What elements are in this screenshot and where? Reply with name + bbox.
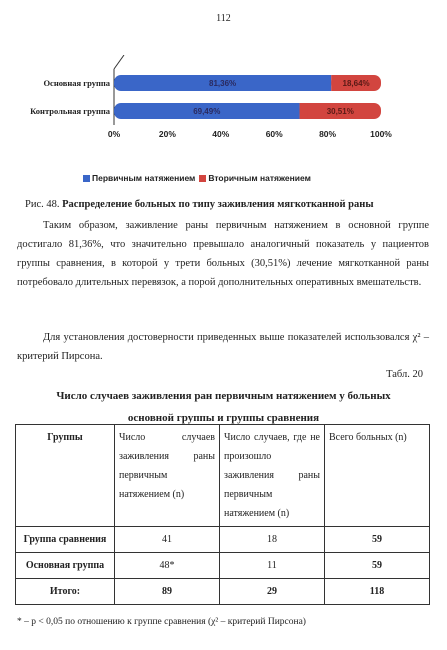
category-label: Контрольная группа bbox=[30, 106, 110, 116]
table-cell: 48* bbox=[115, 553, 220, 579]
table-title-line1: Число случаев заживления ран первичным натяжением у больных bbox=[56, 390, 391, 402]
table-label: Табл. 20 bbox=[386, 369, 423, 380]
chart-svg bbox=[14, 55, 404, 155]
legend-label-secondary: Вторичным натяжением bbox=[208, 173, 311, 183]
table-title-line2: основной группы и группы сравнения bbox=[127, 412, 320, 424]
table-cell: Итого: bbox=[16, 579, 115, 605]
category-label: Основная группа bbox=[43, 78, 110, 88]
legend-item-primary bbox=[83, 173, 195, 183]
table-header-row bbox=[16, 425, 430, 527]
data-label: 18,64% bbox=[342, 79, 370, 88]
table-cell: 11 bbox=[220, 553, 325, 579]
page-number: 112 bbox=[216, 13, 231, 24]
figure-caption-title: Распределение больных по типу заживления мягкотканной раны bbox=[62, 199, 374, 210]
paragraph-conclusion: Таким образом, заживление раны первичным натяжением в основной группе достигало 81,36%, что значительно превышало аналогичный показатель у пациентов группы сравнения, в которой у трети больных (30,51%) лечение мягкотканной раны потребовало длительных перевязок, а порой дополнительных оперативных вмешательств. bbox=[17, 220, 429, 288]
data-label: 69,49% bbox=[193, 107, 221, 116]
table-footnote: * – p < 0,05 по отношению к группе сравнения (χ² – критерий Пирсона) bbox=[17, 617, 306, 627]
legend-swatch-primary bbox=[83, 175, 90, 182]
x-tick-label: 20% bbox=[158, 129, 176, 139]
paragraph-method: Для установления достоверности приведенных выше показателей использовался χ² – критерий Пирсона. bbox=[17, 332, 429, 362]
legend-swatch-secondary bbox=[199, 175, 206, 182]
y-axis-line-top bbox=[114, 55, 124, 69]
stacked-bar-chart bbox=[14, 55, 404, 155]
table-header-cell: Всего больных (n) bbox=[325, 425, 430, 527]
legend-label-primary: Первичным натяжением bbox=[92, 173, 196, 183]
bar-segment-join bbox=[331, 75, 339, 91]
table-header-cell: Группы bbox=[16, 425, 115, 527]
chart-legend bbox=[83, 173, 315, 183]
table-cell: Основная группа bbox=[16, 553, 115, 579]
table-cell: 41 bbox=[115, 527, 220, 553]
figure-caption-prefix: Рис. 48. bbox=[25, 199, 60, 210]
table-cell: 59 bbox=[325, 553, 430, 579]
table-row bbox=[16, 579, 430, 605]
table-header-cell: Число случаев, где не произошло заживления раны первичным натяжением (n) bbox=[220, 425, 325, 527]
bar-segment-join bbox=[292, 103, 300, 119]
table-cell: 18 bbox=[220, 527, 325, 553]
data-label: 30,51% bbox=[326, 107, 354, 116]
table-cell: 59 bbox=[325, 527, 430, 553]
x-tick-label: 100% bbox=[370, 129, 392, 139]
figure-caption bbox=[25, 199, 374, 210]
x-tick-label: 0% bbox=[107, 129, 121, 139]
data-label: 81,36% bbox=[209, 79, 237, 88]
x-tick-label: 60% bbox=[265, 129, 283, 139]
table-cell: Группа сравнения bbox=[16, 527, 115, 553]
table-cell: 118 bbox=[325, 579, 430, 605]
x-tick-label: 80% bbox=[319, 129, 337, 139]
data-table bbox=[15, 424, 430, 605]
bar-segment-join bbox=[300, 103, 308, 119]
table-cell: 89 bbox=[115, 579, 220, 605]
table-row bbox=[16, 553, 430, 579]
x-tick-label: 40% bbox=[212, 129, 230, 139]
table-cell: 29 bbox=[220, 579, 325, 605]
table-row bbox=[16, 527, 430, 553]
table-header-cell: Число случаев заживления раны первичным натяжением (n) bbox=[115, 425, 220, 527]
bar-segment-join bbox=[323, 75, 331, 91]
legend-item-secondary bbox=[199, 173, 311, 183]
